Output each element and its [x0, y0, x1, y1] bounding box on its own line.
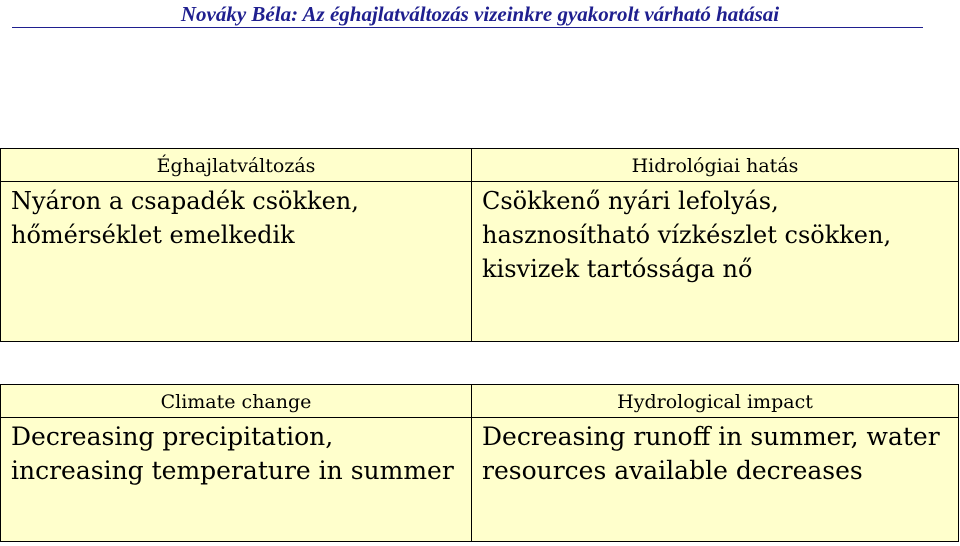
hydrological-impact-heading-hu: Hidrológiai hatás	[472, 149, 959, 182]
slide-title: Nováky Béla: Az éghajlatváltozás vizeinkre gyakorolt várható hatásai	[180, 2, 780, 26]
climate-change-heading-hu: Éghajlatváltozás	[1, 149, 472, 182]
hungarian-body-row	[1, 182, 959, 342]
hungarian-comparison-table	[0, 148, 959, 342]
hydrological-impact-text-hu: Csökkenő nyári lefolyás, hasznosítható vízkészlet csökken, kisvizek tartóssága nő	[472, 182, 959, 342]
title-underline	[12, 27, 923, 28]
hydrological-impact-text-en: Decreasing runoff in summer, water resources available decreases	[472, 418, 959, 542]
climate-change-heading-en: Climate change	[1, 385, 472, 418]
hungarian-heading-row	[1, 149, 959, 182]
climate-change-text-en: Decreasing precipitation, increasing temperature in summer	[1, 418, 472, 542]
hydrological-impact-heading-en: Hydrological impact	[472, 385, 959, 418]
english-comparison-table	[0, 384, 959, 542]
english-heading-row	[1, 385, 959, 418]
english-body-row	[1, 418, 959, 542]
climate-change-text-hu: Nyáron a csapadék csökken, hőmérséklet emelkedik	[1, 182, 472, 342]
